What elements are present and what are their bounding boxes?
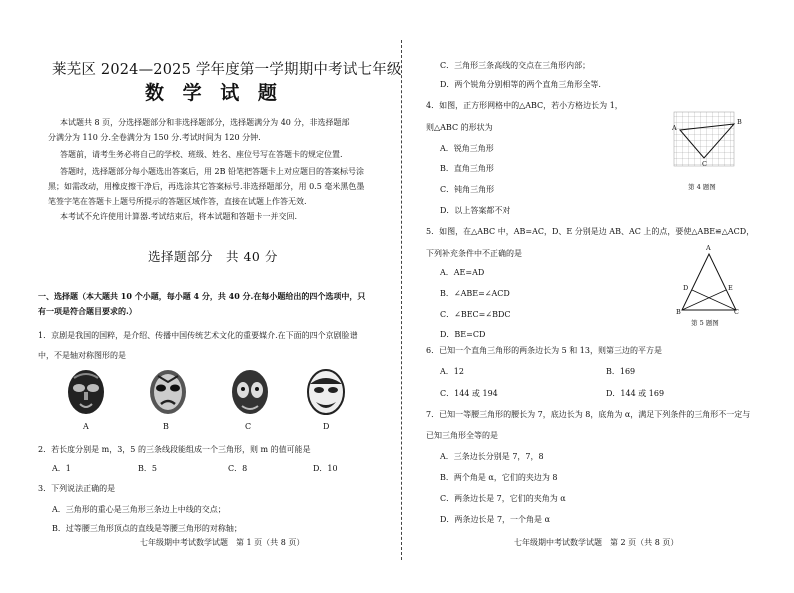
q7-option-c: C．两条边长是 7，它们的夹角为 α <box>440 494 566 503</box>
q6-option-c: C．144 或 194 <box>440 389 498 398</box>
exam-title: 莱芜区 2024—2025 学年度第一学期期中考试七年级 <box>52 62 402 78</box>
question-5-cont: 下列补充条件中不正确的是 <box>426 249 522 258</box>
opera-mask-d <box>306 368 346 416</box>
note-line-7: 本考试不允许使用计算器.考试结束后，将本试题和答题卡一并交回. <box>60 212 298 221</box>
question-1: 1．京剧是我国的国粹，是介绍、传播中国传统艺术文化的重要媒介.在下面的四个京剧脸谱 <box>38 331 358 340</box>
fig4-caption: 第 4 题图 <box>688 183 716 191</box>
q2-option-d: D．10 <box>313 464 338 473</box>
question-5: 5．如图，在△ABC 中，AB=AC，D、E 分别是边 AB、AC 上的点，要使△ABE≌△ACD， <box>426 227 755 236</box>
note-line-5: 黑；如需改动，用橡皮擦干净后，再选涂其它答案标号.非选择题部分，用 0.5 毫米黑色墨 <box>48 182 365 191</box>
note-line-4: 答题时，选择题部分每小题选出答案后，用 2B 铅笔把答题卡上对应题目的答案标号涂 <box>60 167 365 176</box>
section-title: 选择题部分 共 40 分 <box>148 249 278 264</box>
mask-label-b: B <box>163 422 169 431</box>
instruction-line-1: 一、选择题（本大题共 10 个小题，每小题 4 分，共 40 分.在每小题给出的四个选项中，只 <box>38 291 366 301</box>
question-4: 4．如图，正方形网格中的△ABC，若小方格边长为 1， <box>426 101 623 110</box>
q3-option-b: B．过等腰三角形顶点的直线是等腰三角形的对称轴； <box>52 524 242 533</box>
q4-option-a: A．锐角三角形 <box>440 144 494 153</box>
figure-5-triangle <box>674 250 744 316</box>
q7-option-a: A．三条边长分别是 7，7，8 <box>440 452 544 461</box>
q5-option-a: A．AE=AD <box>440 268 485 277</box>
opera-mask-c <box>230 368 270 416</box>
q3-option-d: D．两个锐角分别相等的两个直角三角形全等. <box>440 80 601 89</box>
q5-option-b: B．∠ABE=∠ACD <box>440 289 510 298</box>
mask-label-c: C <box>245 422 252 431</box>
q3-option-a: A．三角形的重心是三角形三条边上中线的交点； <box>52 505 226 514</box>
fig4-label-a: A <box>672 124 677 132</box>
question-7-cont: 已知三角形全等的是 <box>426 431 498 440</box>
q7-option-b: B．两个角是 α，它们的夹边为 8 <box>440 473 558 482</box>
q4-option-b: B．直角三角形 <box>440 164 494 173</box>
fig5-label-a: A <box>706 244 711 252</box>
question-2: 2．若长度分别是 m，3，5 的三条线段能组成一个三角形，则 m 的值可能是 <box>38 445 311 454</box>
question-1-cont: 中，不是轴对称图形的是 <box>38 351 126 360</box>
exam-subtitle: 数 学 试 题 <box>145 82 283 104</box>
note-line-3: 答题前，请考生务必将自己的学校、班级、姓名、座位号写在答题卡的规定位置. <box>60 150 343 159</box>
page-divider <box>401 40 402 560</box>
fig5-label-b: B <box>676 308 681 316</box>
question-3: 3．下列说法正确的是 <box>38 484 116 493</box>
q7-option-d: D．两条边长是 7，一个角是 α <box>440 515 550 524</box>
fig5-label-c: C <box>734 308 739 316</box>
fig5-caption: 第 5 题图 <box>691 319 719 327</box>
note-line-2: 分满分为 110 分.全卷满分为 150 分.考试时间为 120 分钟. <box>48 133 261 142</box>
q6-option-a: A．12 <box>440 367 464 376</box>
fig4-label-b: B <box>737 118 742 126</box>
note-line-6: 笔签字笔在答题卡上题号所提示的答题区域作答，直接在试题上作答无效. <box>48 197 307 206</box>
q6-option-b: B．169 <box>606 367 636 376</box>
q6-option-d: D．144 或 169 <box>606 389 665 398</box>
q3-option-c: C．三角形三条高线的交点在三角形内部； <box>440 61 591 70</box>
q4-option-d: D．以上答案都不对 <box>440 206 511 215</box>
q5-option-d: D．BE=CD <box>440 330 486 339</box>
right-page <box>404 0 794 593</box>
question-7: 7．已知一等腰三角形的腰长为 7，底边长为 8，底角为 α，满足下列条件的三角形不一定与 <box>426 410 751 419</box>
page-footer-1: 七年级期中考试数学试题 第 1 页（共 8 页） <box>140 538 305 547</box>
question-6: 6．已知一个直角三角形的两条边长为 5 和 13，则第三边的平方是 <box>426 346 662 355</box>
fig5-label-d: D <box>683 284 689 292</box>
fig4-label-c: C <box>702 160 707 168</box>
instruction-line-2: 有一项是符合题目要求的.） <box>38 306 137 316</box>
opera-mask-b <box>148 368 188 416</box>
question-4-cont: 则△ABC 的形状为 <box>426 123 493 132</box>
opera-mask-a <box>66 368 106 416</box>
note-line-1: 本试题共 8 页，分选择题部分和非选择题部分，选择题满分为 40 分，非选择题部 <box>60 118 350 127</box>
mask-label-a: A <box>83 422 89 431</box>
q4-option-c: C．钝角三角形 <box>440 185 495 194</box>
q5-option-c: C．∠BEC=∠BDC <box>440 310 511 319</box>
q2-option-a: A．1 <box>52 464 71 473</box>
page-footer-2: 七年级期中考试数学试题 第 2 页（共 8 页） <box>514 538 679 547</box>
mask-label-d: D <box>323 422 330 431</box>
q2-option-b: B．5 <box>138 464 157 473</box>
q2-option-c: C．8 <box>228 464 248 473</box>
fig5-label-e: E <box>728 284 733 292</box>
